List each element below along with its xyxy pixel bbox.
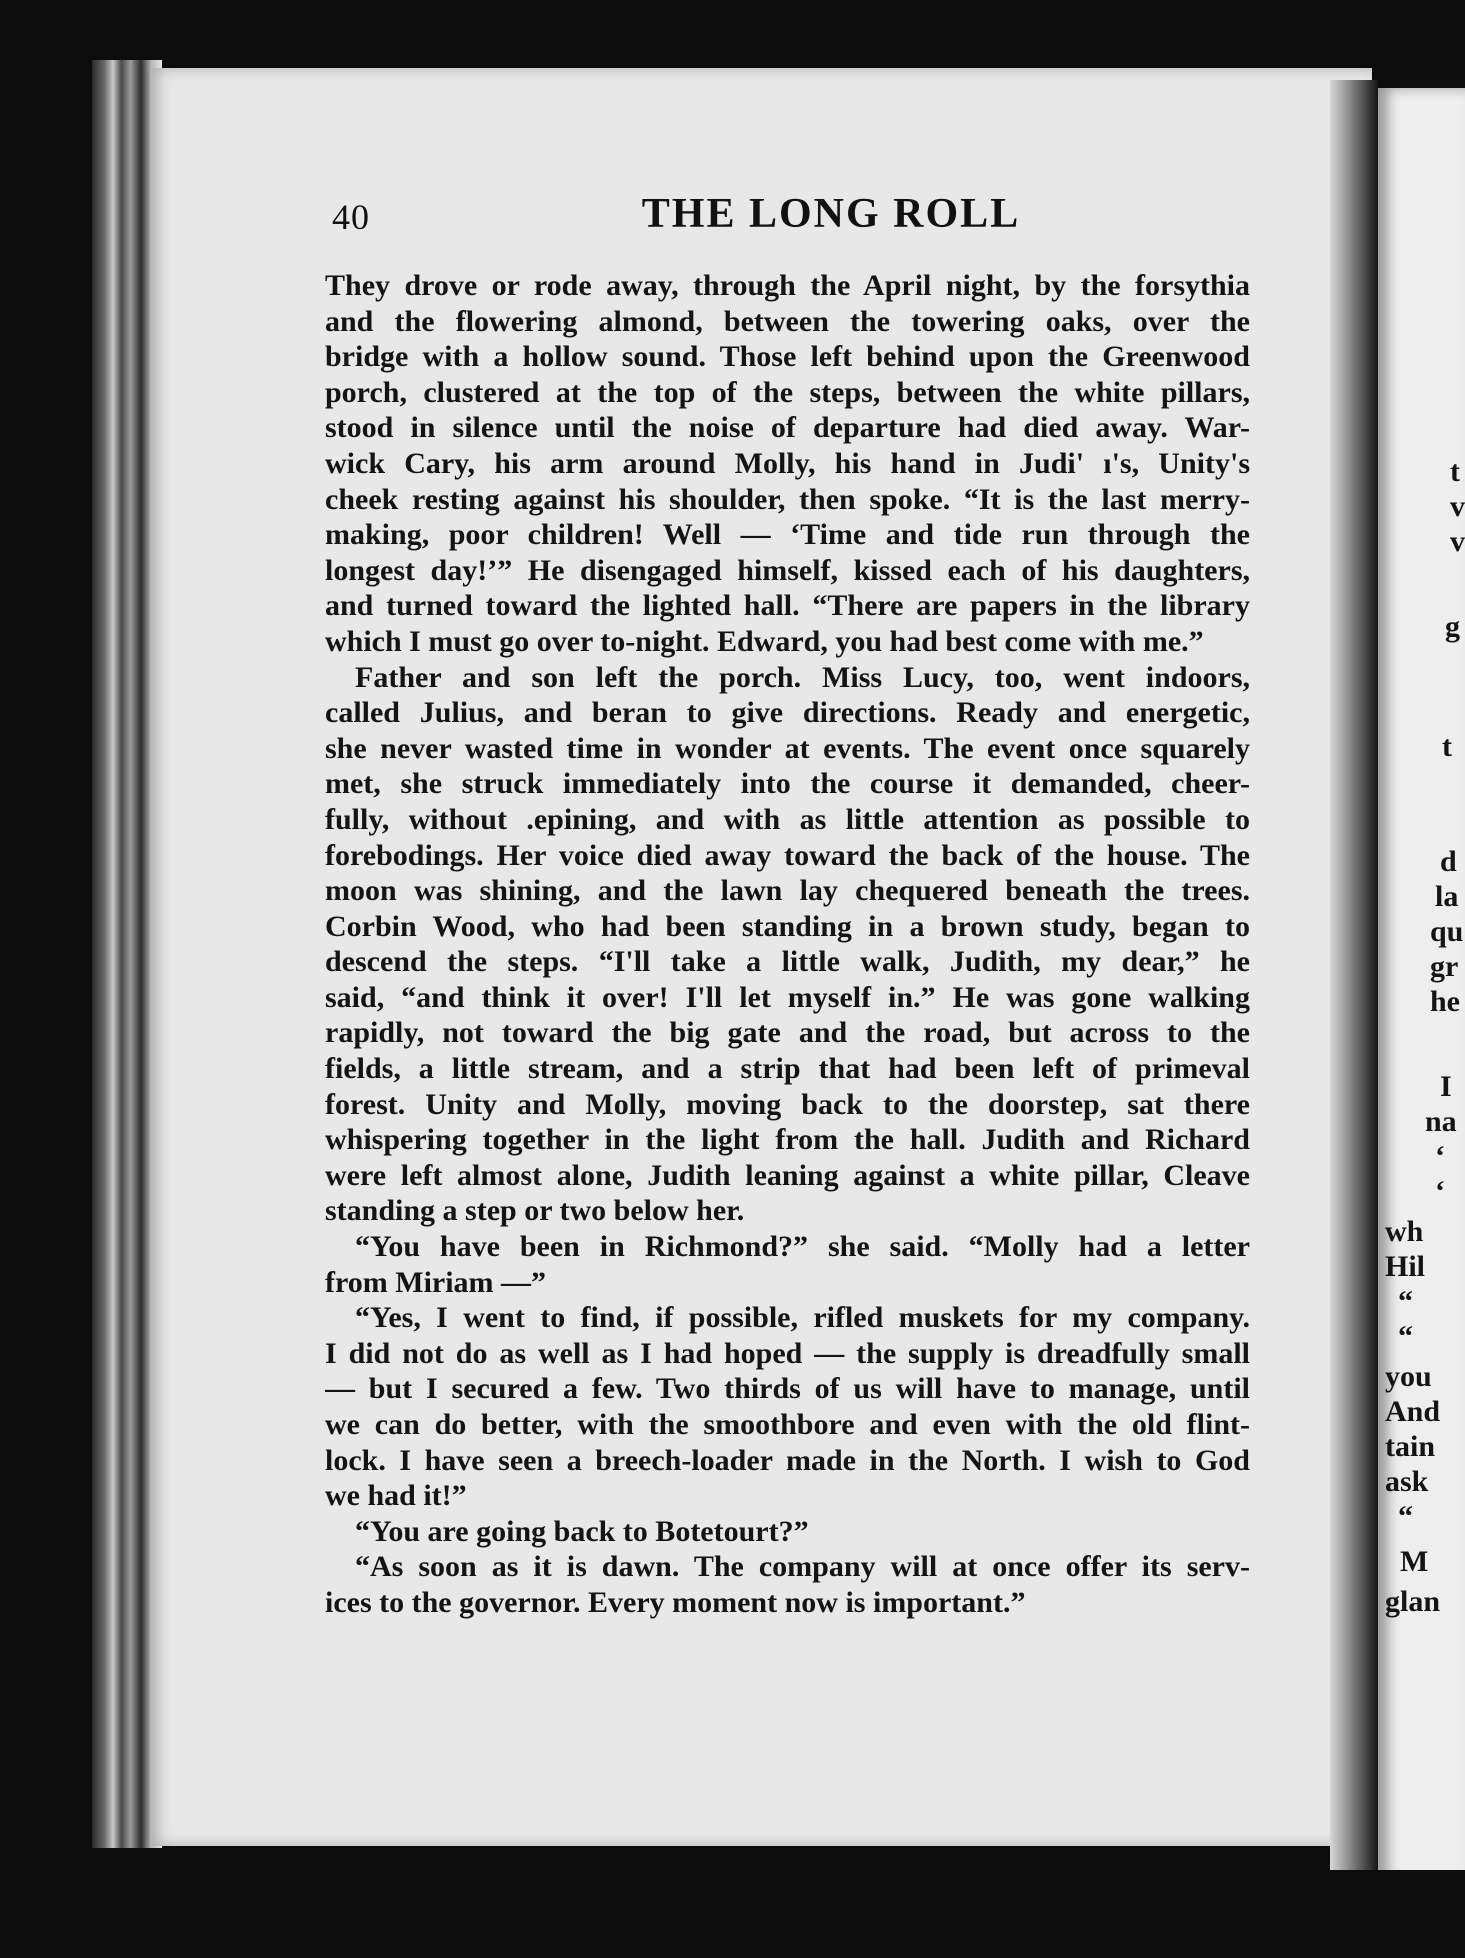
text-line: They drove or rode away, through the April night, by the forsythia [325,269,1250,302]
facing-text-fragment: g [1445,610,1460,643]
running-head [332,186,1250,250]
facing-text-fragment: you [1385,1360,1432,1393]
text-line: stood in silence until the noise of departure had died away. War- [325,411,1250,445]
facing-text-fragment: he [1430,985,1460,1018]
facing-text-fragment: la [1435,880,1459,913]
text-line: — but I secured a few. Two thirds of us will have to manage, until [325,1372,1250,1406]
text-line: “You are going back to Botetourt?” [325,1514,809,1548]
text-line: porch, clustered at the top of the steps, between the white pillars, [325,375,1250,409]
facing-text-fragment: wh [1385,1215,1424,1248]
text-line: lock. I have seen a breech-loader made in the North. I wish to God [325,1443,1250,1477]
text-line: we had it!” [325,1479,467,1513]
facing-text-fragment: “ [1398,1500,1413,1533]
text-line: fully, without .epining, and with as little attention as possible to [325,802,1250,836]
body-text [325,268,1250,1621]
text-line: met, she struck immediately into the course it demanded, cheer- [325,767,1250,801]
text-line: she never wasted time in wonder at events. The event once squarely [325,731,1250,765]
facing-text-fragment: M [1400,1545,1429,1578]
text-line: Corbin Wood, who had been standing in a brown study, began to [325,909,1250,943]
text-line: whispering together in the light from the hall. Judith and Richard [325,1123,1250,1157]
book-title: THE LONG ROLL [641,191,1021,237]
text-line: from Miriam —” [325,1265,547,1299]
facing-text-fragment: ‘ [1435,1175,1445,1208]
text-line: we can do better, with the smoothbore and even with the old flint- [325,1408,1250,1441]
page-number: 40 [332,197,370,237]
text-line: Father and son left the porch. Miss Lucy, too, went indoors, [325,660,1250,694]
facing-text-fragment: Hil [1385,1250,1426,1283]
text-line: said, “and think it over! I'll let myself in.” He was gone walking [325,980,1250,1014]
facing-text-fragment: na [1425,1105,1457,1138]
text-line: making, poor children! Well — ‘Time and tide run through the [325,518,1250,552]
text-line: rapidly, not toward the big gate and the road, but across to the [325,1016,1250,1050]
text-line: moon was shining, and the lawn lay chequered beneath the trees. [325,874,1250,908]
text-line: and turned toward the lighted hall. “There are papers in the library [325,589,1250,623]
facing-text-fragment: I [1440,1070,1452,1103]
facing-text-fragment: tain [1385,1430,1436,1463]
facing-text-fragment: t [1450,455,1460,488]
facing-text-fragment: d [1440,845,1457,878]
scan-background [0,1870,1465,1958]
facing-text-fragment: And [1385,1395,1441,1428]
text-line: called Julius, and be⁠r⁠an to give directions. Ready and energetic, [325,696,1250,730]
text-line: “As soon as it is dawn. The company will at once offer its serv- [325,1550,1250,1584]
text-line: “Yes, I went to find, if possible, rifled muskets for my company. [325,1301,1250,1335]
facing-text-fragment: gr [1430,950,1459,983]
text-line: which I must go over to-night. Edward, you had best come with me.” [325,624,1204,658]
text-line: longest day!’” He disengaged himself, kissed each of his daughters, [325,553,1250,587]
text-line: fields, a little stream, and a strip that had been left of primeval [325,1052,1250,1086]
text-line: standing a step or two below her. [325,1194,745,1228]
facing-page-text [1380,0,1465,1958]
text-line: foreboding⁠s. Her voice died away toward the back of the house. The [325,838,1250,872]
facing-text-fragment: “ [1398,1285,1413,1318]
facing-text-fragment: qu [1430,915,1464,948]
facing-text-fragment: ‘ [1435,1140,1445,1173]
facing-text-fragment: ask [1385,1465,1429,1498]
facing-text-fragment: v [1450,525,1465,558]
text-line: bridge with a hollow sound. Those left behind upon the Greenwood [325,340,1250,374]
text-line: wick Cary, his arm around Molly, his hand in Judi' ı's, Unity's [325,446,1250,480]
text-line: ices to the governor. Every moment now is important.” [325,1585,1026,1619]
text-line: “You have been in Richmond?” she said. “Molly had a letter [325,1230,1250,1264]
text-line: and the flowering almond, between the towering oaks, over the [325,304,1250,338]
text-line: I did not do as well as I had hoped — the supply is dreadfully small [325,1336,1250,1370]
text-line: were left almost alone, Judith leaning against a white pillar, Cleave [325,1158,1250,1192]
facing-text-fragment: glan [1385,1585,1441,1618]
facing-text-fragment: “ [1398,1320,1413,1353]
facing-text-fragment: t [1442,730,1452,763]
facing-text-fragment: v [1450,490,1465,523]
text-line: cheek resting against his shoulder, then spoke. “It is the last merry- [325,482,1250,516]
page-gutter [1330,80,1378,1880]
text-line: forest. Unity and Molly, moving back to the doorstep, sat there [325,1087,1250,1121]
text-line: descend the steps. “I'll take a little walk, Judith, my dear,” he [325,945,1250,979]
